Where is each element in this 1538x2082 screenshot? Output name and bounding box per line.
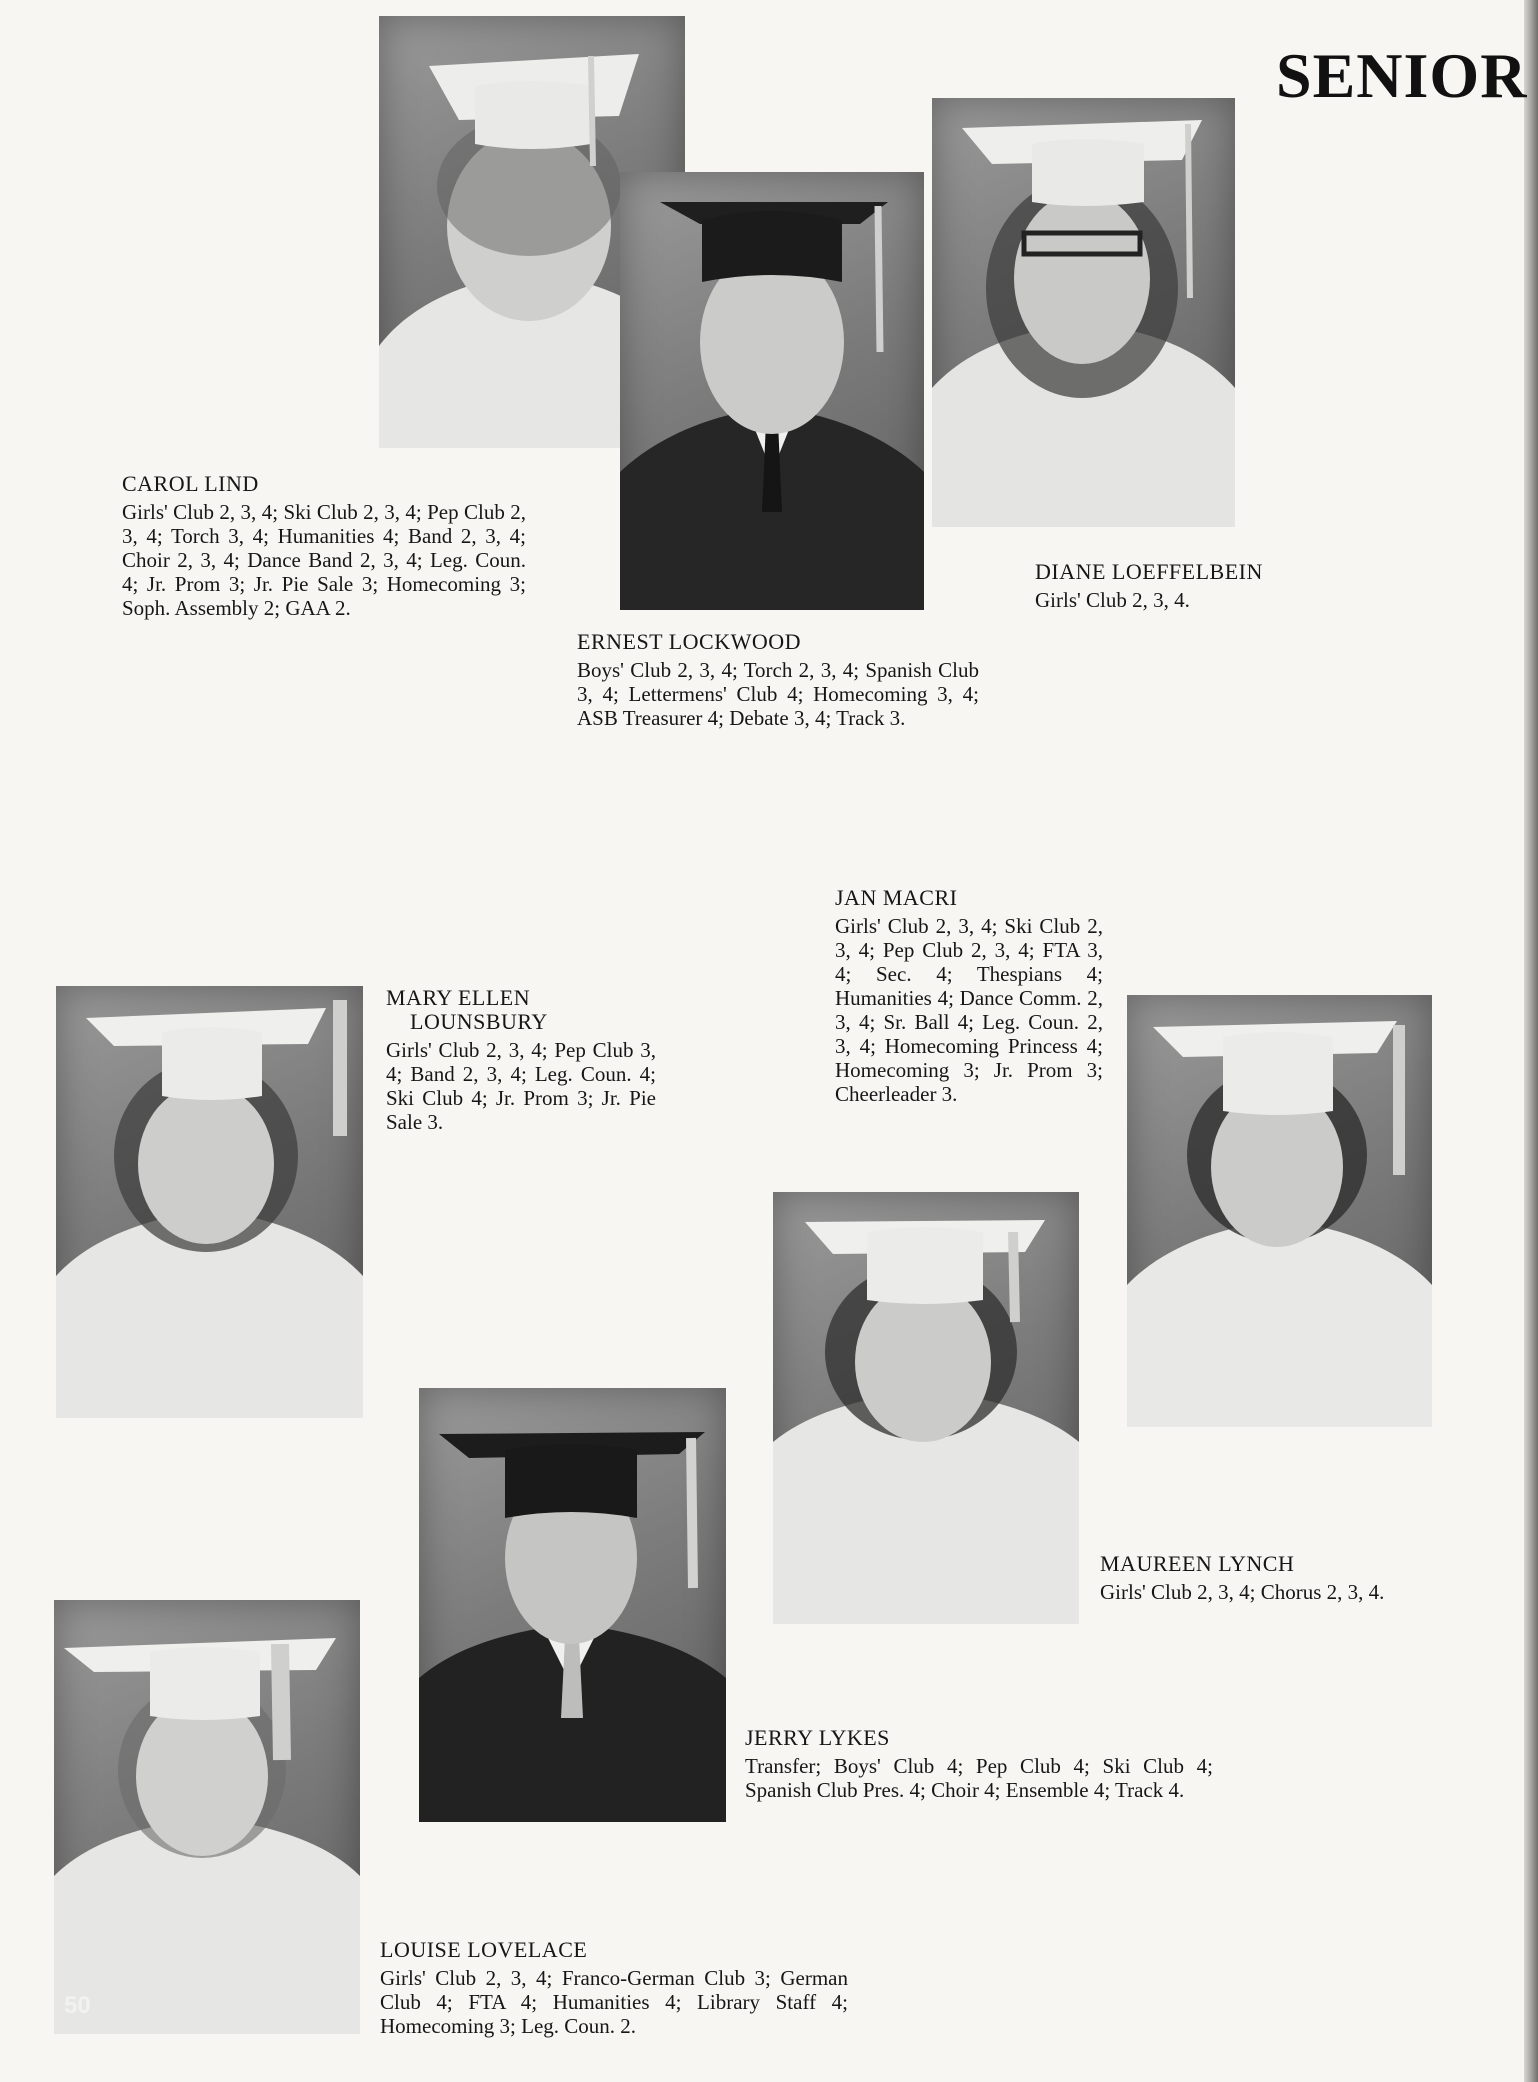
senior-activities: Girls' Club 2, 3, 4; Franco-German Club 3; German Club 4; FTA 4; Humanities 4; Library Staff 4; Homecoming 3; Leg. Coun. 2. [380,1966,848,2038]
senior-activities: Girls' Club 2, 3, 4; Ski Club 2, 3, 4; Pep Club 2, 3, 4; Torch 3, 4; Humanities 4; Band 2, 3, 4; Choir 2, 3, 4; Dance Band 2, 3, 4; Leg. Coun. 4; Jr. Prom 3; Jr. Pie Sale 3; Homecoming 3; Soph. Assembly 2; GAA 2. [122,500,526,620]
senior-activities: Transfer; Boys' Club 4; Pep Club 4; Ski Club 4; Spanish Club Pres. 4; Choir 4; Ensemble 4; Track 4. [745,1754,1213,1802]
senior-name: MAUREEN LYNCH [1100,1551,1295,1576]
senior-name: CAROL LIND [122,471,259,496]
page-edge [1524,0,1538,2082]
portrait-jan-macri [1127,995,1432,1427]
page-number: 50 [64,1992,91,2019]
senior-activities: Girls' Club 2, 3, 4; Ski Club 2, 3, 4; Pep Club 2, 3, 4; FTA 3, 4; Sec. 4; Thespians 4; Humanities 4; Dance Comm. 2, 3, 4; Sr. Ball 4; Leg. Coun. 2, 3, 4; Homecoming Princess 4; Homecoming 3; Jr. Prom 3; Cheerleader 3. [835,914,1103,1106]
bio-diane-loeffelbein [1035,560,1335,612]
senior-activities: Girls' Club 2, 3, 4. [1035,588,1190,612]
senior-activities: Girls' Club 2, 3, 4; Chorus 2, 3, 4. [1100,1580,1385,1604]
senior-name: JAN MACRI [835,885,958,910]
senior-name: LOUISE LOVELACE [380,1937,588,1962]
senior-name: DIANE LOEFFELBEIN [1035,559,1263,584]
senior-name: ERNEST LOCKWOOD [577,629,802,654]
portrait-maureen-lynch [773,1192,1079,1624]
bio-louise-lovelace [380,1938,848,2038]
bio-mary-ellen-lounsbury [386,986,656,1134]
senior-activities: Girls' Club 2, 3, 4; Pep Club 3, 4; Band 2, 3, 4; Leg. Coun. 4; Ski Club 4; Jr. Prom 3; Jr. Pie Sale 3. [386,1038,656,1134]
senior-name-last: LOUNSBURY [410,1009,548,1034]
portrait-diane-loeffelbein [932,98,1235,527]
bio-jan-macri [835,886,1103,1106]
senior-activities: Boys' Club 2, 3, 4; Torch 2, 3, 4; Spanish Club 3, 4; Lettermens' Club 4; Homecoming 3, 4; ASB Treasurer 4; Debate 3, 4; Track 3. [577,658,979,730]
bio-carol-lind [122,472,526,620]
portrait-mary-ellen-lounsbury [56,986,363,1418]
senior-name: JERRY LYKES [745,1725,890,1750]
bio-maureen-lynch [1100,1552,1386,1604]
page-heading: SENIOR [1276,40,1528,111]
portrait-louise-lovelace [54,1600,360,2034]
bio-jerry-lykes [745,1726,1213,1802]
portrait-ernest-lockwood [620,172,924,610]
senior-name-first: MARY ELLEN [386,985,531,1010]
bio-ernest-lockwood [577,630,979,730]
portrait-jerry-lykes [419,1388,726,1822]
